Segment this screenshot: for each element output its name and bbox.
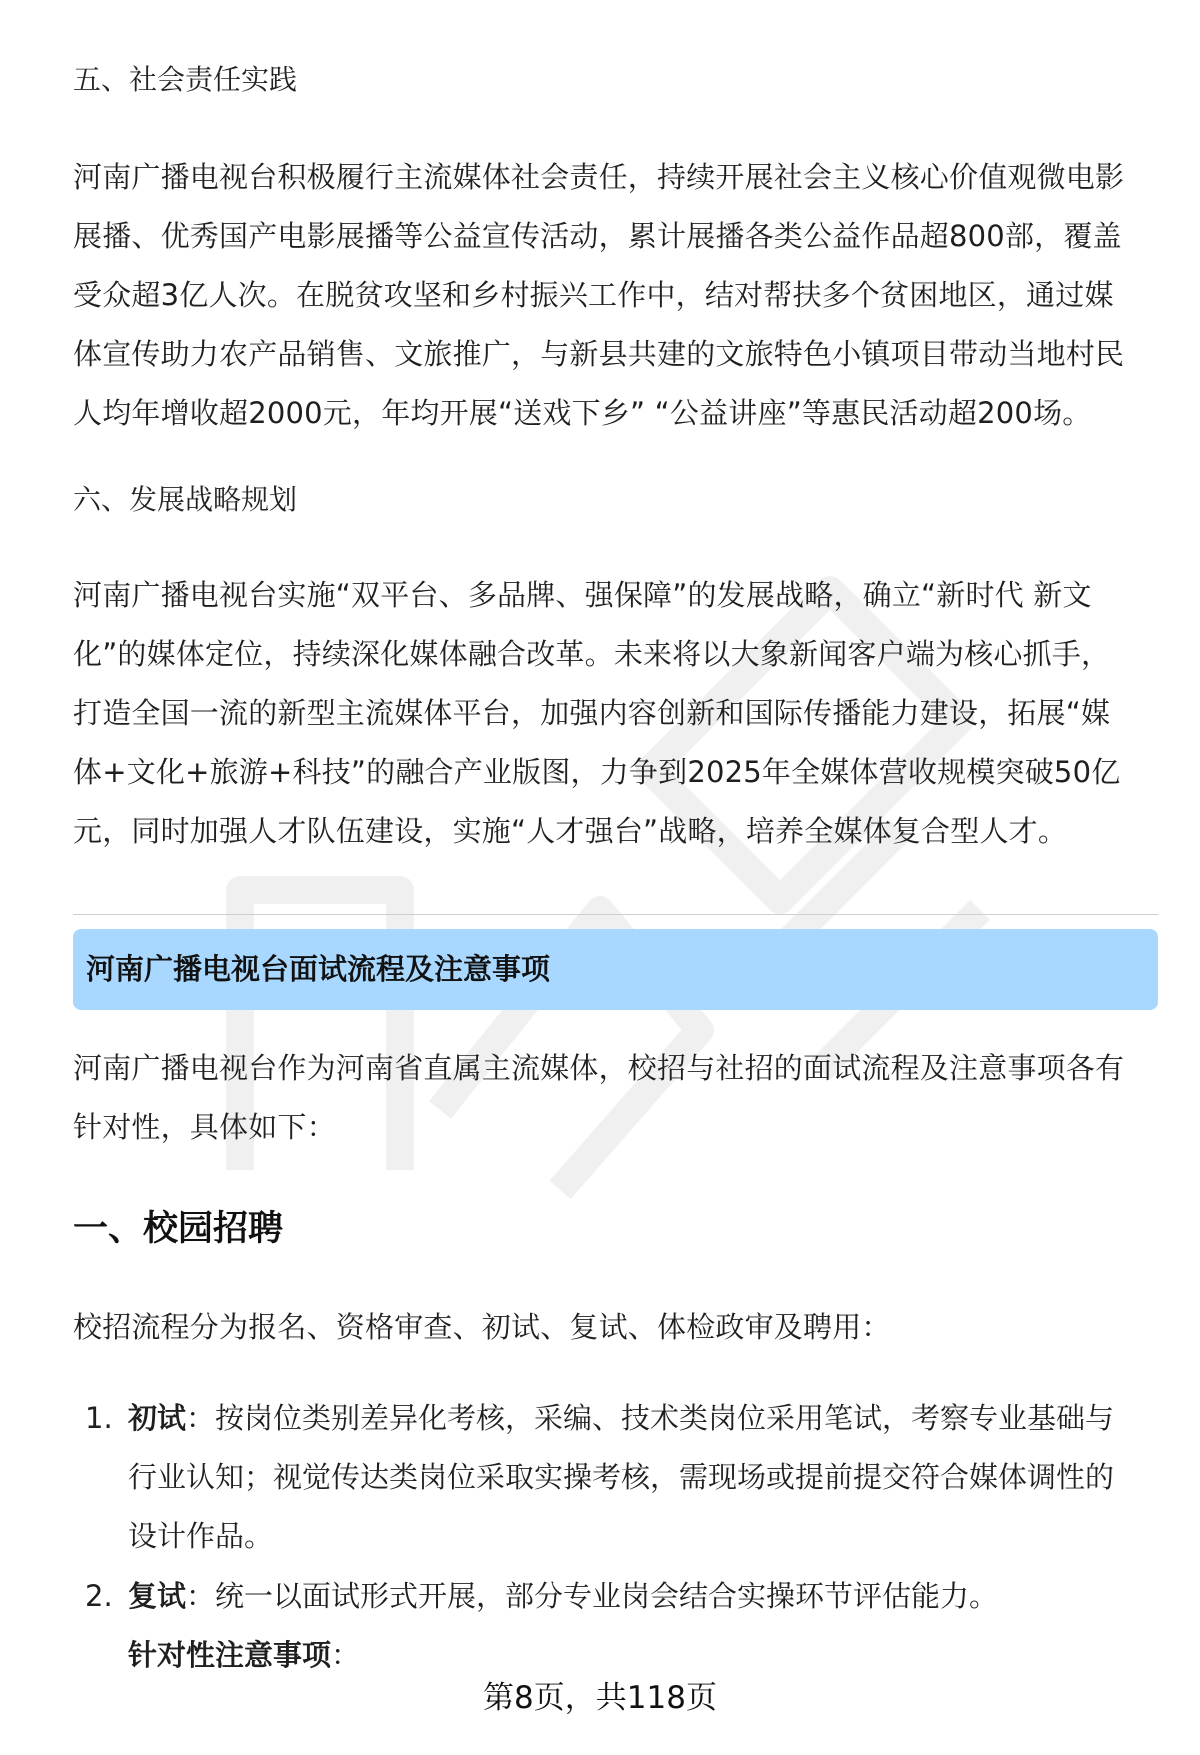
text-line: 设计作品。 xyxy=(128,1519,274,1553)
text-line: 元，同时加强人才队伍建设，实施“人才强台”战略，培养全媒体复合型人才。 xyxy=(73,814,1068,848)
text-line: 人均年增收超2000元，年均开展“送戏下乡” “公益讲座”等惠民活动超200场。 xyxy=(73,396,1092,430)
notes-suffix: ： xyxy=(331,1638,361,1672)
list-item-label: 复试 xyxy=(128,1579,187,1613)
text-line: 河南广播电视台实施“双平台、多品牌、强保障”的发展战略，确立“新时代 新文 xyxy=(73,578,1092,612)
list-number: 1. xyxy=(85,1401,113,1435)
text-line: 打造全国一流的新型主流媒体平台，加强内容创新和国际传播能力建设，拓展“媒 xyxy=(73,696,1111,730)
section-6-title: 六、发展战略规划 xyxy=(73,483,298,516)
section-divider xyxy=(73,914,1158,915)
campus-recruitment-heading: 一、校园招聘 xyxy=(73,1209,284,1249)
intro-paragraph xyxy=(73,1039,1158,1157)
section-5-paragraph xyxy=(73,148,1158,443)
list-item-body xyxy=(128,1567,1158,1685)
text-line: 体宣传助力农产品销售、文旅推广，与新县共建的文旅特色小镇项目带动当地村民 xyxy=(73,337,1125,371)
text-line: 校招流程分为报名、资格审查、初试、复试、体检政审及聘用： xyxy=(73,1310,891,1344)
text-line: 体+文化+旅游+科技”的融合产业版图，力争到2025年全媒体营收规模突破50亿 xyxy=(73,755,1121,789)
text-line xyxy=(128,1389,1158,1448)
section-6-paragraph xyxy=(73,566,1158,861)
list-item-body xyxy=(128,1389,1158,1566)
text-line: 展播、优秀国产电影展播等公益宣传活动，累计展播各类公益作品超800部，覆盖 xyxy=(73,219,1122,253)
section-5-title: 五、社会责任实践 xyxy=(73,63,298,96)
campus-summary xyxy=(73,1298,1158,1357)
list-item-second-test xyxy=(73,1567,1158,1685)
text-line: 河南广播电视台作为河南省直属主流媒体，校招与社招的面试流程及注意事项各有 xyxy=(73,1051,1125,1085)
text-line: 行业认知；视觉传达类岗位采取实操考核，需现场或提前提交符合媒体调性的 xyxy=(128,1460,1115,1494)
text-line: 针对性，具体如下： xyxy=(73,1110,336,1144)
list-item-text: ：按岗位类别差异化考核，采编、技术类岗位采用笔试，考察专业基础与 xyxy=(186,1401,1115,1435)
page-number: 第8页，共118页 xyxy=(483,1680,717,1716)
list-number: 2. xyxy=(85,1579,113,1613)
text-line: 受众超3亿人次。在脱贫攻坚和乡村振兴工作中，结对帮扶多个贫困地区，通过媒 xyxy=(73,278,1114,312)
interview-banner xyxy=(73,929,1158,1010)
notes-label: 针对性注意事项 xyxy=(128,1638,332,1672)
list-item-label: 初试 xyxy=(128,1401,187,1435)
text-line xyxy=(128,1567,1158,1626)
list-item-initial-test xyxy=(73,1389,1158,1566)
text-line: 河南广播电视台积极履行主流媒体社会责任，持续开展社会主义核心价值观微电影 xyxy=(73,160,1125,194)
list-item-text: ：统一以面试形式开展，部分专业岗会结合实操环节评估能力。 xyxy=(186,1579,999,1613)
banner-title: 河南广播电视台面试流程及注意事项 xyxy=(86,952,551,986)
text-line: 化”的媒体定位，持续深化媒体融合改革。未来将以大象新闻客户端为核心抓手， xyxy=(73,637,1111,671)
